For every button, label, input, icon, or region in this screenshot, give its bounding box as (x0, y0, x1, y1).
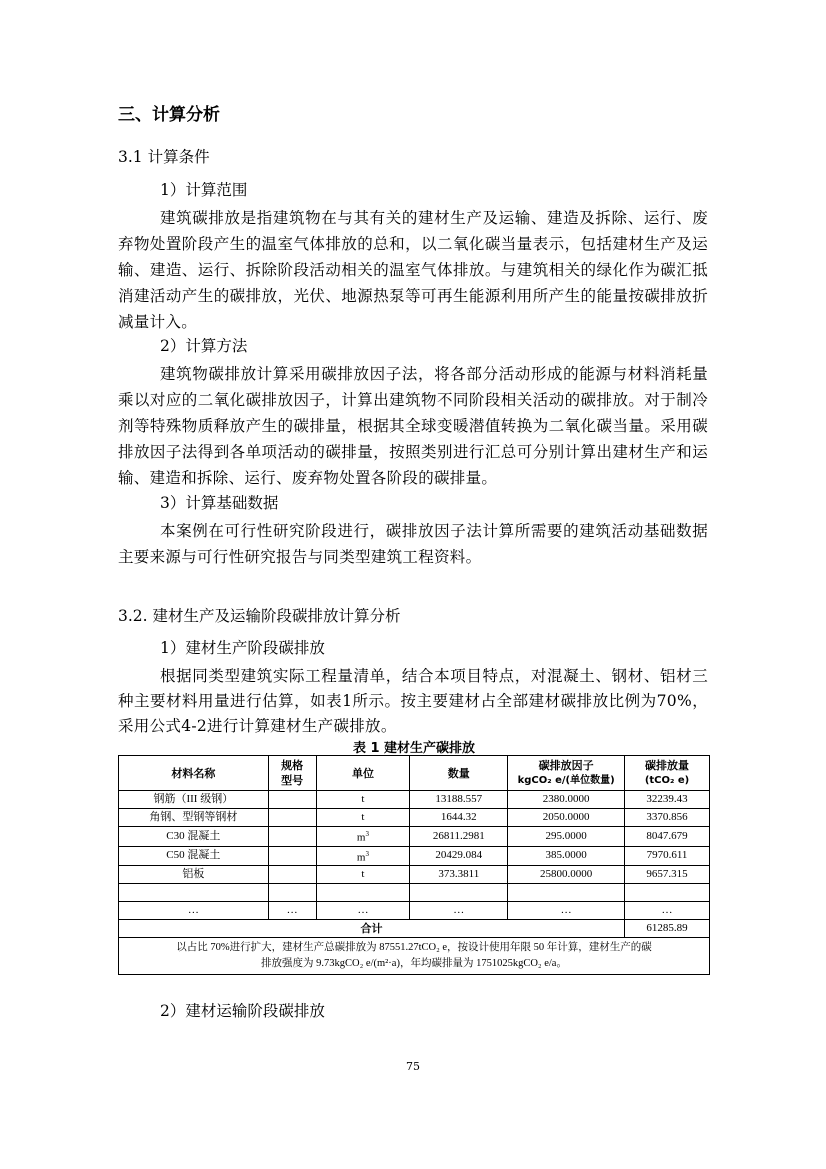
unit-superscript: 3 (365, 830, 369, 838)
paragraph-basic-data: 本案例在可行性研究阶段进行，碳排放因子法计算所需要的建筑活动基础数据主要来源与可行性研究报告与同类型建筑工程资料。 (118, 522, 708, 566)
cell-unit: t (316, 809, 410, 827)
table-total-row (119, 920, 710, 938)
cell-factor: 2050.0000 (508, 809, 625, 827)
cell-factor: 25800.0000 (508, 866, 625, 884)
cell-name: C50 混凝土 (119, 846, 269, 866)
table-header-row (119, 756, 710, 791)
cell-emission: … (625, 902, 710, 920)
cell-emission: 9657.315 (625, 866, 710, 884)
total-label: 合计 (119, 920, 625, 938)
item-title-production: 1）建材生产阶段碳排放 (160, 639, 325, 657)
unit-base: m (356, 851, 366, 864)
table-row (119, 809, 710, 827)
header-spec (268, 756, 316, 791)
emission-table (118, 755, 710, 975)
table-row (119, 791, 710, 809)
cell-qty: … (410, 902, 508, 920)
table-caption: 表 1 建材生产碳排放 (352, 741, 476, 756)
cell-qty: 373.3811 (410, 866, 508, 884)
cell-spec (268, 866, 316, 884)
header-factor (508, 756, 625, 791)
cell-factor: 2380.0000 (508, 791, 625, 809)
cell-qty (410, 884, 508, 902)
cell-unit: … (316, 902, 410, 920)
cell-name: … (119, 902, 269, 920)
cell-emission: 7970.611 (625, 846, 710, 866)
cell-unit (316, 884, 410, 902)
cell-emission: 8047.679 (625, 827, 710, 847)
cell-factor: 385.0000 (508, 846, 625, 866)
header-emission-line2: (tCO₂ e) (644, 775, 690, 786)
cell-spec (268, 809, 316, 827)
cell-qty: 13188.557 (410, 791, 508, 809)
header-emission (625, 756, 710, 791)
table-row (119, 884, 710, 902)
table-row (119, 846, 710, 866)
header-unit: 单位 (316, 756, 410, 791)
header-factor-line1: 碳排放因子 (538, 759, 594, 772)
item-title-scope: 1）计算范围 (160, 181, 248, 199)
cell-qty: 1644.32 (410, 809, 508, 827)
header-name: 材料名称 (119, 756, 269, 791)
subsection-title-3-2: 3.2. 建材生产及运输阶段碳排放计算分析 (118, 607, 401, 625)
cell-name: 铝板 (119, 866, 269, 884)
paragraph-method: 建筑物碳排放计算采用碳排放因子法，将各部分活动形成的能源与材料消耗量乘以对应的二氧化碳排放因子，计算出建筑物不同阶段相关活动的碳排放。对于制冷剂等特殊物质释放产生的碳排量，根据其全球变暖潜值转换为二氧化碳当量。采用碳排放因子法得到各单项活动的碳排量，按照类别进行汇总可分别计算出建材生产和运输、建造和拆除、运行、废弃物处置各阶段的碳排量。 (118, 365, 708, 487)
table-note-row (119, 938, 710, 975)
item-title-method: 2）计算方法 (160, 337, 248, 355)
cell-spec: … (268, 902, 316, 920)
paragraph-scope: 建筑碳排放是指建筑物在与其有关的建材生产及运输、建造及拆除、运行、废弃物处置阶段产生的温室气体排放的总和，以二氧化碳当量表示，包括建材生产及运输、建造、运行、拆除阶段活动相关的温室气体排放。与建筑相关的绿化作为碳汇抵消建活动产生的碳排放，光伏、地源热泵等可再生能源利用所产生的能量按碳排放折减量计入。 (118, 209, 708, 331)
cell-unit: t (316, 791, 410, 809)
cell-emission: 3370.856 (625, 809, 710, 827)
cell-unit (316, 827, 410, 847)
cell-spec (268, 846, 316, 866)
table-note (119, 938, 710, 975)
total-value: 61285.89 (625, 920, 710, 938)
cell-emission (625, 884, 710, 902)
unit-base: m (356, 831, 366, 844)
cell-factor: … (508, 902, 625, 920)
unit-superscript: 3 (365, 849, 369, 858)
section-heading: 三、计算分析 (118, 105, 220, 125)
cell-name: 钢筋（III 级钢） (119, 791, 269, 809)
table-row (119, 866, 710, 884)
header-emission-line1: 碳排放量 (645, 759, 690, 772)
subsection-title-3-1: 3.1 计算条件 (118, 148, 210, 166)
cell-qty: 20429.084 (410, 846, 508, 866)
cell-spec (268, 791, 316, 809)
item-title-transport: 2）建材运输阶段碳排放 (160, 1002, 325, 1020)
table-row (119, 827, 710, 847)
cell-factor (508, 884, 625, 902)
cell-unit (316, 846, 410, 866)
header-qty: 数量 (410, 756, 508, 791)
cell-name: C30 混凝土 (119, 827, 269, 847)
item-title-basic-data: 3）计算基础数据 (160, 494, 279, 512)
table-note-line2: 排放强度为 9.73kgCO₂ e/(m²·a)，年均碳排量为 1751025kgCO₂ e/a。 (261, 958, 567, 970)
page-number: 75 (406, 1060, 420, 1073)
header-spec-line2: 型号 (281, 774, 304, 787)
cell-emission: 32239.43 (625, 791, 710, 809)
paragraph-production: 根据同类型建筑实际工程量清单，结合本项目特点，对混凝土、钢材、铝材三种主要材料用量进行估算，如表1所示。按主要建材占全部建材碳排放比例为70%，采用公式4-2进行计算建材生产碳排放。 (118, 667, 708, 735)
table-note-line1: 以占比 70%进行扩大，建材生产总碳排放为 87551.27tCO₂ e，按设计使用年限 50 年计算，建材生产的碳 (176, 942, 652, 954)
cell-name: 角钢、型钢等钢材 (119, 809, 269, 827)
header-factor-line2: kgCO₂ e/(单位数量) (517, 775, 615, 786)
cell-unit: t (316, 866, 410, 884)
cell-factor: 295.0000 (508, 827, 625, 847)
cell-name (119, 884, 269, 902)
cell-spec (268, 884, 316, 902)
table-row (119, 902, 710, 920)
cell-spec (268, 827, 316, 847)
header-spec-line1: 规格 (281, 759, 304, 772)
cell-qty: 26811.2981 (410, 827, 508, 847)
